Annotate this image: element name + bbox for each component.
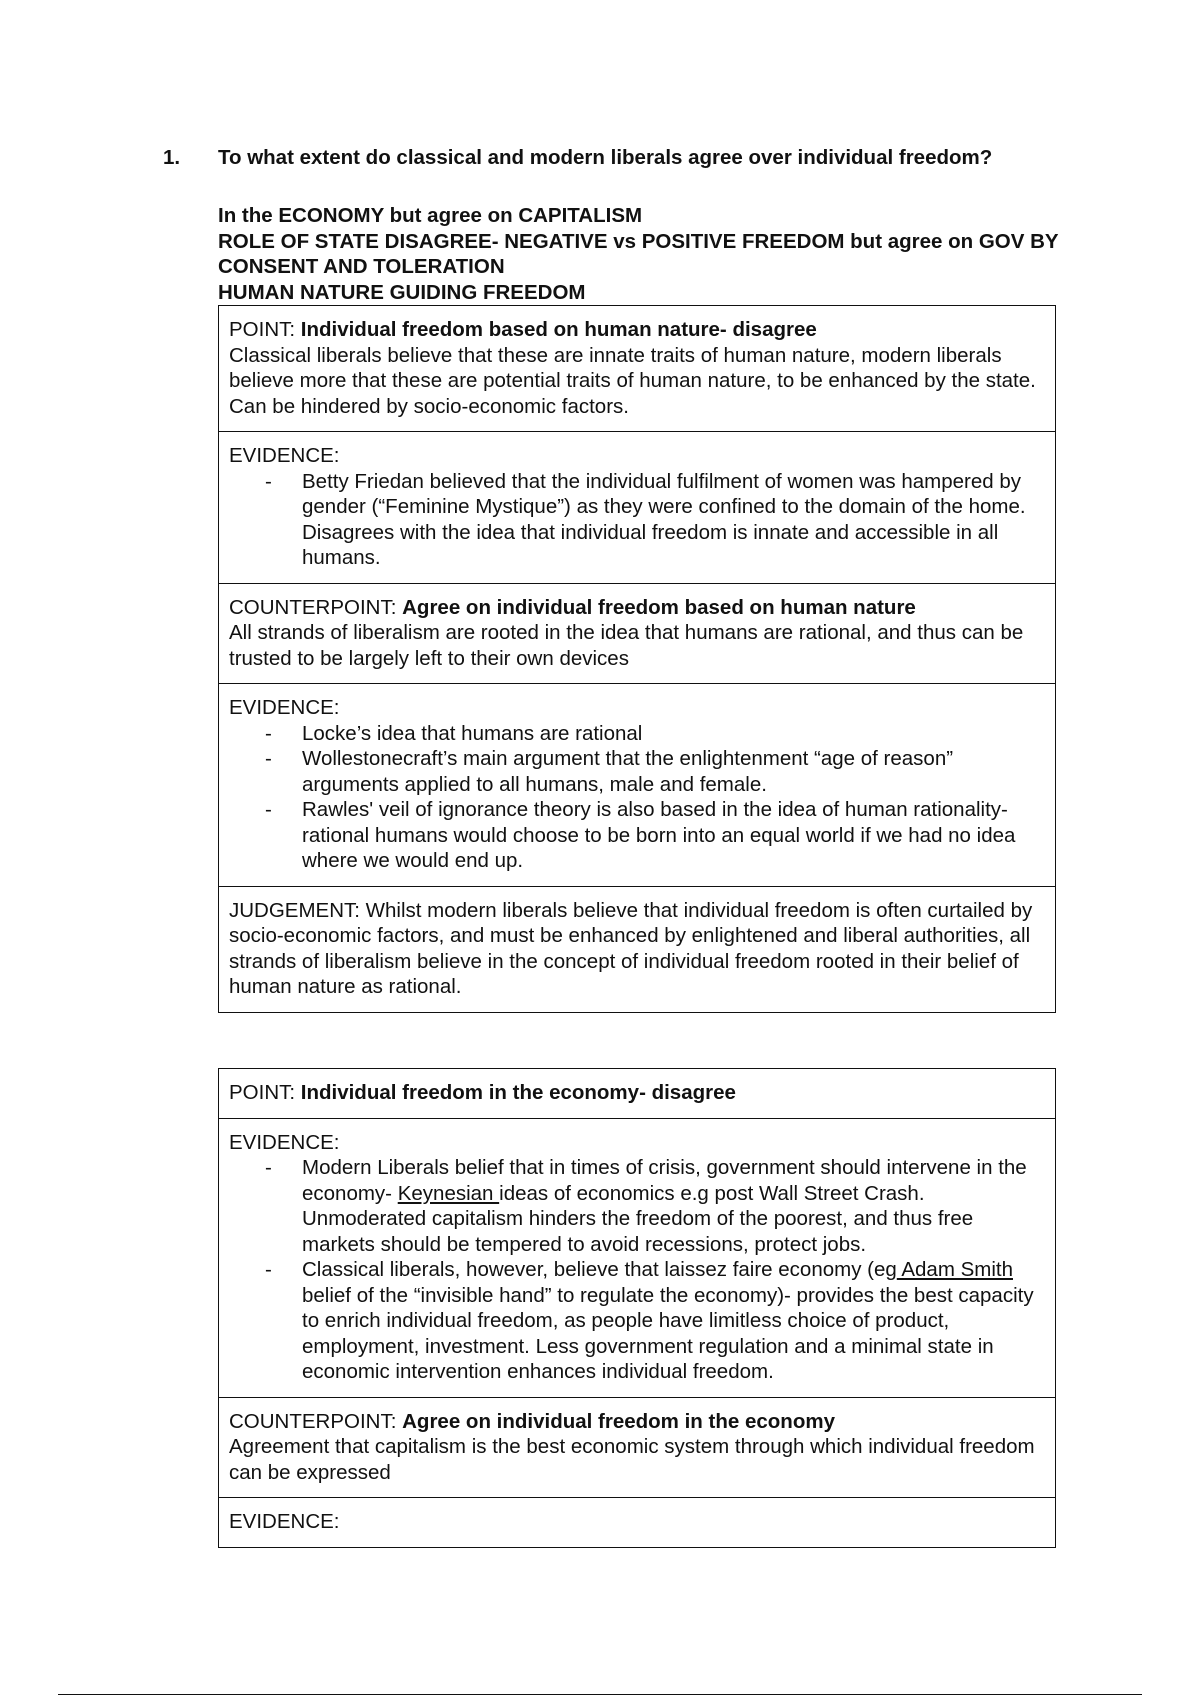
evidence-cell: [219, 1118, 1055, 1397]
point-title: Individual freedom in the economy- disagree: [300, 1081, 736, 1104]
item-text: belief of the “invisible hand” to regulate the economy)- provides the best capacity to enrich individual freedom, as people have limitless choice of product, employment, investment. Less government regulation and a minimal state in economic intervention enhances individual freedom.: [302, 1283, 1034, 1383]
counterpoint-body: Agreement that capitalism is the best economic system through which individual freedom can be expressed: [229, 1435, 1035, 1484]
evidence-label: EVIDENCE:: [229, 696, 340, 719]
list-item: [229, 1257, 1045, 1385]
evidence-cell: [219, 683, 1055, 886]
heading-role-of-state: ROLE OF STATE DISAGREE- NEGATIVE vs POSITIVE FREEDOM but agree on GOV BY CONSENT AND TOLERATION: [218, 229, 1059, 278]
point-title: Individual freedom based on human nature- disagree: [300, 318, 817, 341]
evidence-label: EVIDENCE:: [229, 1130, 340, 1154]
adam-smith-link[interactable]: Adam Smith: [896, 1258, 1013, 1281]
list-item: - Wollestonecraft’s main argument that the enlightenment “age of reason” arguments applied to all humans, male and female.: [229, 746, 1045, 797]
list-item: - Locke’s idea that humans are rational: [229, 721, 1045, 747]
essay-table-human-nature: [218, 305, 1056, 1013]
question-text: To what extent do classical and modern liberals agree over individual freedom?: [218, 146, 993, 169]
item-text: Modern Liberals belief that in times of crisis, government should intervene in the economy-: [302, 1156, 1027, 1205]
question-number: 1.: [163, 146, 181, 169]
keynesian-link[interactable]: Keynesian: [397, 1181, 500, 1205]
evidence-list: [229, 721, 1045, 874]
evidence-cell: [219, 431, 1055, 583]
heading-human-nature: HUMAN NATURE GUIDING FREEDOM: [218, 280, 586, 304]
counterpoint-title: Agree on individual freedom based on human nature: [402, 595, 916, 619]
list-item: [229, 1155, 1045, 1257]
point-label: POINT:: [229, 318, 301, 341]
list-item: - Rawles' veil of ignorance theory is also based in the idea of human rationality- rational humans would choose to be born into an equal world if we had no idea where we would end up.: [229, 797, 1045, 874]
counterpoint-label: COUNTERPOINT:: [229, 1409, 403, 1433]
judgement-text: JUDGEMENT: Whilst modern liberals believe that individual freedom is often curtailed by socio-economic factors, and must be enhanced by enlightened and liberal authorities, all strands of liberalism believe in the concept of individual freedom rooted in their belief of human nature as rational.: [229, 898, 1033, 998]
point-label: POINT:: [229, 1081, 301, 1104]
counterpoint-title: Agree on individual freedom in the economy: [402, 1409, 835, 1433]
counterpoint-label: COUNTERPOINT:: [229, 595, 403, 619]
point-body: Classical liberals believe that these are innate traits of human nature, modern liberals believe more that these are potential traits of human nature, to be enhanced by the state. Can be hindered by socio-economic factors.: [229, 343, 1036, 418]
list-item: - Betty Friedan believed that the individual fulfilment of women was hampered by gender (“Feminine Mystique”) as they were confined to the domain of the home. Disagrees with the idea that individual freedom is innate and accessible in all humans.: [229, 469, 1045, 571]
evidence-label: EVIDENCE:: [229, 1510, 340, 1533]
evidence-cell: [219, 1497, 1055, 1547]
counterpoint-cell: [219, 583, 1055, 684]
judgement-cell: [219, 886, 1055, 1012]
counterpoint-body: All strands of liberalism are rooted in the idea that humans are rational, and thus can be trusted to be largely left to their own devices: [229, 621, 1024, 670]
item-text: Classical liberals, however, believe that laissez faire economy (eg: [302, 1258, 897, 1281]
evidence-label: EVIDENCE:: [229, 444, 340, 467]
essay-table-economy: [218, 1068, 1056, 1548]
heading-economy: In the ECONOMY but agree on CAPITALISM: [218, 204, 643, 227]
evidence-list: [229, 469, 1045, 571]
page-footer-divider: [58, 1694, 1142, 1695]
evidence-list: [229, 1155, 1045, 1385]
point-cell: [219, 1069, 1055, 1118]
counterpoint-cell: [219, 1397, 1055, 1498]
item-text: ideas of economics e.g post Wall Street Crash. Unmoderated capitalism hinders the freedom of the poorest, and thus free markets should be tempered to avoid recessions, protect jobs.: [302, 1181, 974, 1256]
point-cell: [219, 306, 1055, 431]
section-headings: [218, 203, 1068, 305]
